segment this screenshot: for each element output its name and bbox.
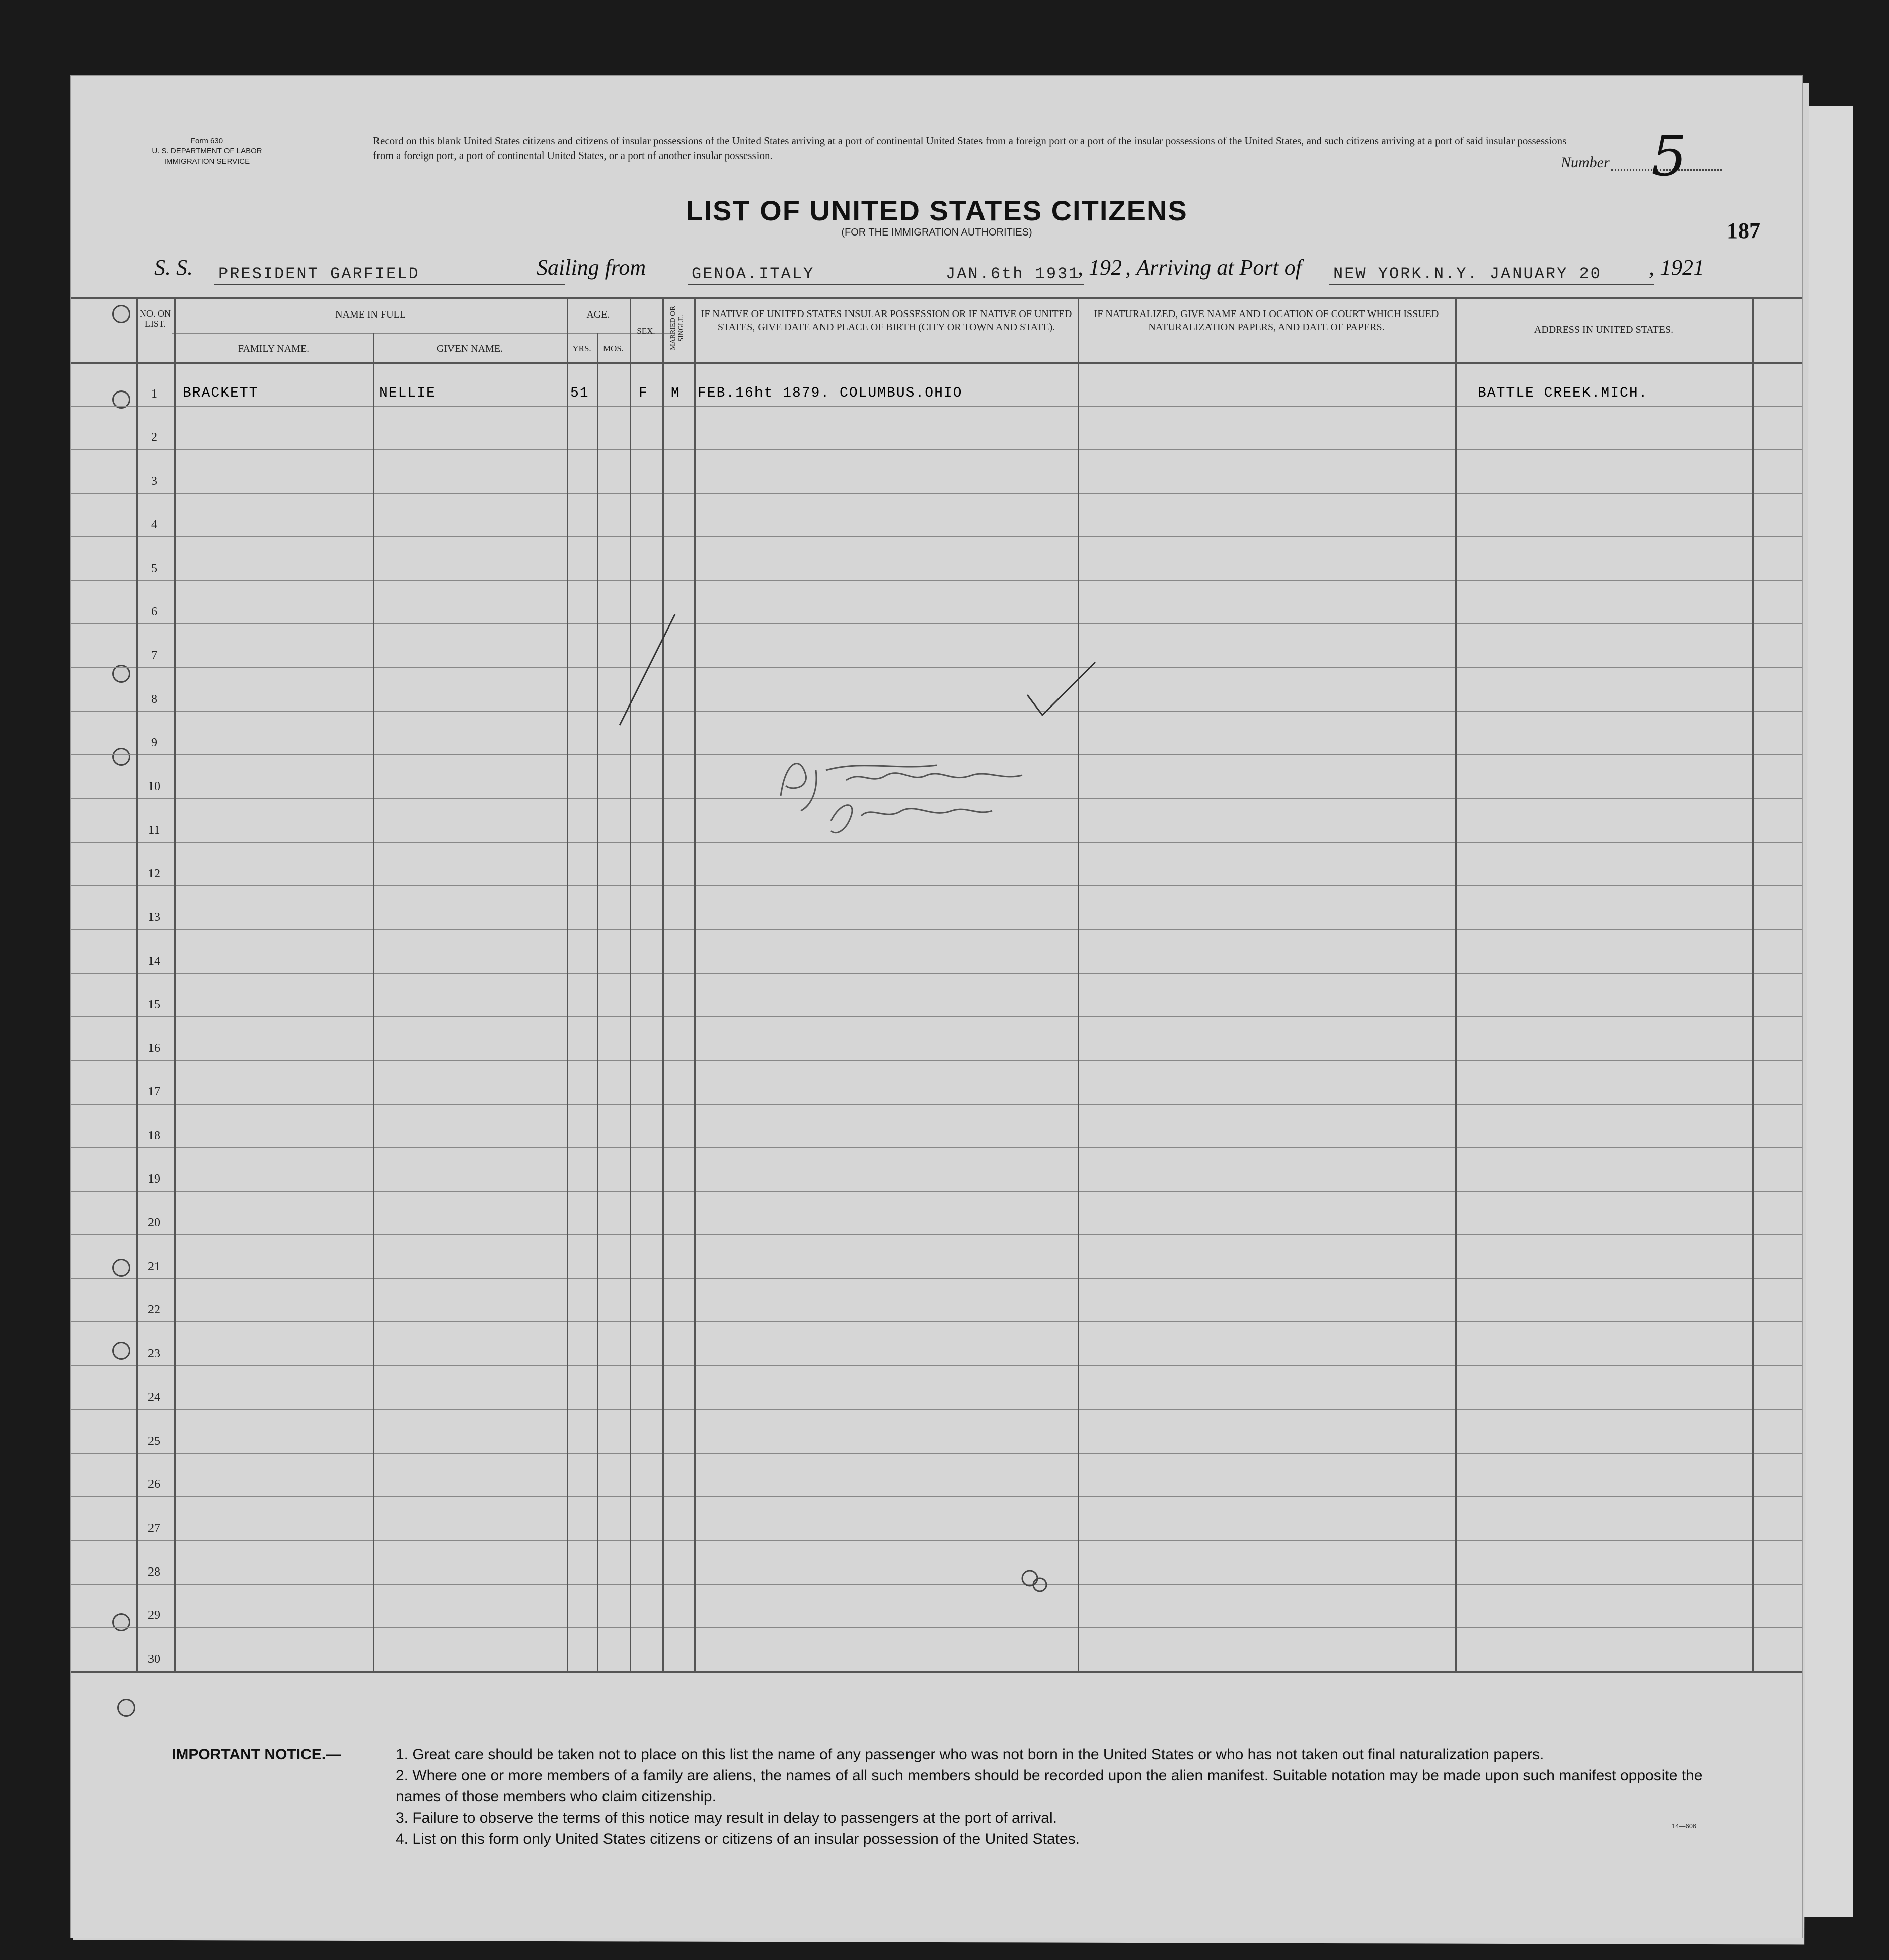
- col-header-name: NAME IN FULL: [335, 309, 406, 320]
- col-divider: [1752, 297, 1754, 1671]
- col-divider: [694, 297, 696, 1671]
- table-bottom-rule: [71, 1671, 1802, 1673]
- row-rule: [71, 449, 1802, 450]
- col-header-yrs: YRS.: [572, 344, 591, 353]
- row-rule: [71, 1365, 1802, 1366]
- notice-item: 4. List on this form only United States citizens or citizens of an insular possession of the United States.: [396, 1831, 1080, 1847]
- row-rule: [71, 667, 1802, 668]
- arrival-port: NEW YORK.N.Y. JANUARY 20: [1333, 265, 1602, 283]
- col-header-marital: MARRIED OR SINGLE.: [669, 306, 685, 350]
- row-number: 6: [151, 605, 157, 618]
- row-rule: [71, 1584, 1802, 1585]
- ship-name: PRESIDENT GARFIELD: [218, 265, 420, 283]
- form-code: 14—606: [1672, 1822, 1697, 1830]
- row-number: 15: [148, 998, 160, 1011]
- row-number: 29: [148, 1609, 160, 1622]
- manifest-sheet: [70, 75, 1803, 1938]
- form-identifier: [131, 136, 282, 167]
- row-rule: [71, 711, 1802, 712]
- sex-cell: F: [639, 385, 648, 401]
- notice-item: 3. Failure to observe the terms of this notice may result in delay to passengers at the port of arrival.: [396, 1810, 1057, 1826]
- form-number: Form 630: [190, 137, 223, 145]
- year-suffix: 1: [1693, 255, 1704, 280]
- row-rule: [71, 1147, 1802, 1148]
- row-rule: [71, 1540, 1802, 1541]
- page-number: 187: [1727, 218, 1760, 243]
- row-number: 11: [148, 824, 160, 837]
- sailing-from-field: [688, 258, 977, 285]
- row-rule: [71, 842, 1802, 843]
- col-divider: [597, 333, 598, 1671]
- inspector-signature: [771, 740, 1042, 841]
- col-header-birth: IF NATIVE OF UNITED STATES INSULAR POSSESSION OR IF NATIVE OF UNITED STATES, GIVE DATE AND PLACE OF BIRTH (CITY OR TOWN AND STATE).: [701, 308, 1072, 333]
- row-rule: [71, 973, 1802, 974]
- row-rule: [71, 493, 1802, 494]
- col-divider: [662, 297, 664, 1671]
- row-rule: [71, 1191, 1802, 1192]
- row-rule: [71, 1104, 1802, 1105]
- row-number: 2: [151, 431, 157, 444]
- col-divider: [373, 333, 374, 1671]
- row-rule: [71, 1321, 1802, 1322]
- header-bottom-rule: [71, 362, 1802, 364]
- row-rule: [71, 406, 1802, 407]
- department-name: U. S. DEPARTMENT OF LABOR: [152, 147, 262, 155]
- row-number: 16: [148, 1042, 160, 1055]
- page-title: LIST OF UNITED STATES CITIZENS: [686, 195, 1188, 226]
- service-name: IMMIGRATION SERVICE: [164, 157, 250, 166]
- row-rule: [71, 1060, 1802, 1061]
- row-number: 24: [148, 1391, 160, 1404]
- row-number: 4: [151, 518, 157, 531]
- row-number: 26: [148, 1478, 160, 1491]
- check-mark-icon: [1022, 660, 1098, 720]
- year-prefix-sailing: , 192: [1078, 255, 1122, 280]
- row-number: 20: [148, 1216, 160, 1229]
- page-subtitle: (FOR THE IMMIGRATION AUTHORITIES): [841, 227, 1032, 238]
- sailing-label: Sailing from: [537, 255, 646, 280]
- row-rule: [71, 1627, 1802, 1628]
- row-rule: [71, 623, 1802, 624]
- col-header-mos: MOS.: [602, 344, 624, 353]
- address-cell: BATTLE CREEK.MICH.: [1478, 385, 1648, 401]
- row-number: 7: [151, 649, 157, 662]
- row-number: 5: [151, 562, 157, 575]
- col-divider: [136, 297, 138, 1671]
- row-number: 14: [148, 955, 160, 968]
- sailing-date-field: [942, 258, 1084, 285]
- notice-item: 1. Great care should be taken not to place on this list the name of any passenger who was not born in the United States or who has not taken out final naturalization papers.: [396, 1746, 1544, 1763]
- row-number: 10: [148, 780, 160, 793]
- col-divider: [1078, 297, 1079, 1671]
- row-number: 1: [151, 387, 157, 401]
- sailing-date: JAN.6th 1931: [946, 265, 1080, 283]
- notice-item: 2. Where one or more members of a family are aliens, the names of all such members should be recorded upon the alien manifest. Suitable notation may be made upon such manifest opposite the names of those members who claim citizenship.: [396, 1767, 1703, 1805]
- row-number: 3: [151, 475, 157, 488]
- punch-hole-icon: [117, 1699, 135, 1717]
- ship-name-field: [214, 258, 565, 285]
- notice-items: [396, 1744, 1745, 1850]
- row-number: 18: [148, 1129, 160, 1142]
- row-rule: [71, 1234, 1802, 1235]
- col-header-sex: SEX.: [637, 326, 655, 336]
- col-header-no: NO. ON LIST.: [140, 308, 171, 329]
- row-number: 27: [148, 1522, 160, 1535]
- row-rule: [71, 536, 1802, 537]
- col-divider: [630, 297, 631, 1671]
- row-rule: [71, 1453, 1802, 1454]
- marital-cell: M: [671, 385, 681, 401]
- handwritten-slash-mark: [610, 609, 680, 730]
- sailing-from: GENOA.ITALY: [692, 265, 815, 283]
- passenger-table: [71, 297, 1802, 1681]
- birth-cell: FEB.16ht 1879. COLUMBUS.OHIO: [698, 385, 963, 401]
- col-header-naturalized: IF NATURALIZED, GIVE NAME AND LOCATION OF COURT WHICH ISSUED NATURALIZATION PAPERS, AND DATE OF PAPERS.: [1094, 308, 1439, 333]
- voyage-line: [71, 252, 1802, 287]
- notice-heading: IMPORTANT NOTICE.—: [172, 1746, 341, 1763]
- row-number: 25: [148, 1435, 160, 1448]
- age-header-divider: [563, 333, 619, 334]
- col-header-address: ADDRESS IN UNITED STATES.: [1534, 324, 1674, 335]
- row-number: 19: [148, 1172, 160, 1186]
- record-instructions: Record on this blank United States citizens and citizens of insular possessions of the United States arriving at a port of continental United States from a foreign port or a port of the insular possessions of the United States, and such citizens arriving at a port of said insular possessions from a foreign port, a port of continental United States, or a port of another insular possession.: [373, 135, 1567, 162]
- row-rule: [71, 1278, 1802, 1279]
- row-number: 21: [148, 1260, 160, 1273]
- row-rule: [71, 929, 1802, 930]
- col-header-given: GIVEN NAME.: [436, 343, 503, 354]
- col-divider: [567, 297, 568, 1671]
- number-label: Number: [1561, 154, 1610, 171]
- family-name-cell: BRACKETT: [183, 385, 259, 401]
- ss-label: S. S.: [154, 255, 193, 280]
- row-number: 12: [148, 867, 160, 880]
- row-number: 30: [148, 1653, 160, 1666]
- col-divider: [1455, 297, 1457, 1671]
- row-number: 13: [148, 911, 160, 924]
- row-rule: [71, 580, 1802, 581]
- given-name-cell: NELLIE: [379, 385, 436, 401]
- arrival-port-field: [1329, 258, 1654, 285]
- row-number: 17: [148, 1085, 160, 1099]
- row-rule: [71, 1496, 1802, 1497]
- year-prefix-arrival: , 1921: [1649, 255, 1704, 280]
- row-rule: [71, 1016, 1802, 1017]
- list-number: 5: [1651, 124, 1687, 188]
- row-number: 8: [151, 693, 157, 706]
- row-rule: [71, 885, 1802, 886]
- age-years-cell: 51: [570, 385, 589, 401]
- row-number: 28: [148, 1565, 160, 1579]
- clerk-mark-icon: [1017, 1565, 1052, 1596]
- row-number: 23: [148, 1347, 160, 1360]
- col-header-family: FAMILY NAME.: [238, 343, 310, 354]
- row-rule: [71, 1409, 1802, 1410]
- col-divider: [174, 297, 176, 1671]
- row-number: 9: [151, 736, 157, 749]
- arriving-label: , Arriving at Port of: [1125, 255, 1302, 280]
- table-top-rule: [71, 297, 1802, 299]
- row-number: 22: [148, 1303, 160, 1316]
- col-header-age: AGE.: [586, 309, 610, 320]
